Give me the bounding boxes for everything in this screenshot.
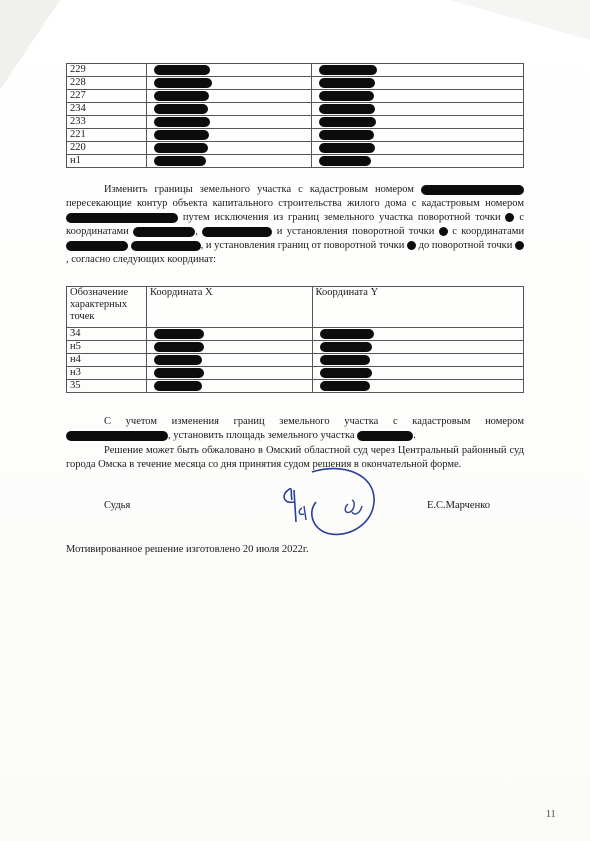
judge-name: Е.С.Марченко (427, 500, 491, 511)
redaction-mark (154, 381, 202, 391)
table-row (67, 328, 524, 341)
header-cell-point: Обозначение характерных точек (67, 287, 147, 328)
point-label-cell: 221 (67, 129, 147, 142)
coordinate-x-cell (146, 380, 312, 393)
table-row (67, 367, 524, 380)
header-cell-x: Координата X (146, 287, 312, 328)
coordinate-x-cell (146, 142, 312, 155)
redaction-mark (320, 329, 374, 339)
coordinate-y-cell (312, 90, 524, 103)
point-label-cell: 220 (67, 142, 147, 155)
redaction-mark (320, 381, 370, 391)
redaction-mark (66, 213, 178, 223)
redaction-mark (319, 156, 371, 166)
table-row (67, 380, 524, 393)
coordinate-y-cell (312, 64, 524, 77)
header-cell-y: Координата Y (312, 287, 523, 328)
paragraph-set-area (66, 415, 524, 443)
judge-label: Судья (104, 500, 131, 511)
redaction-mark (154, 368, 204, 378)
page-edge-shadow (450, 0, 590, 40)
text-fragment: путем исключения из границ земельного участка поворотной точки (182, 212, 501, 223)
redaction-mark (154, 117, 210, 127)
coordinate-x-cell (146, 103, 312, 116)
point-label-cell: н5 (67, 341, 147, 354)
point-label-cell: 34 (67, 328, 147, 341)
coordinate-x-cell (146, 328, 312, 341)
coordinate-x-cell (146, 341, 312, 354)
text-fragment: и установления поворотной точки (276, 226, 435, 237)
coordinate-x-cell (146, 155, 312, 168)
coordinate-y-cell (312, 380, 523, 393)
text-fragment: пересекающие контур объекта капитального строительства жилого дома с кадастровым номером (66, 198, 524, 209)
coordinate-y-cell (312, 341, 523, 354)
redaction-mark (319, 78, 375, 88)
coordinate-x-cell (146, 129, 312, 142)
redaction-mark (421, 185, 524, 195)
coordinates-table-bottom (66, 286, 524, 393)
table-row (67, 116, 524, 129)
coordinate-y-cell (312, 77, 524, 90)
redaction-mark (202, 227, 272, 237)
redaction-mark (319, 117, 376, 127)
coordinate-y-cell (312, 367, 523, 380)
coordinates-table-top-body (67, 64, 524, 168)
coordinates-table-top (66, 63, 524, 168)
table-row (67, 90, 524, 103)
redaction-mark (154, 91, 209, 101)
redaction-mark (154, 130, 209, 140)
redaction-mark (319, 65, 377, 75)
redaction-mark (131, 241, 201, 251)
table-row (67, 142, 524, 155)
point-label-cell: н1 (67, 155, 147, 168)
point-label-cell: 35 (67, 380, 147, 393)
point-label-cell: н3 (67, 367, 147, 380)
text-fragment: . (413, 430, 416, 441)
redaction-dot (505, 213, 514, 222)
coordinate-x-cell (146, 367, 312, 380)
redaction-mark (319, 104, 375, 114)
redaction-mark (154, 65, 210, 75)
redaction-mark (320, 342, 372, 352)
redaction-mark (154, 342, 204, 352)
redaction-dot (515, 241, 524, 250)
redaction-mark (154, 143, 208, 153)
redaction-mark (319, 130, 374, 140)
redaction-mark (66, 241, 128, 251)
redaction-dot (407, 241, 416, 250)
text-fragment: Изменить границы земельного участка с кадастровым номером (104, 184, 414, 195)
point-label-cell: 228 (67, 77, 147, 90)
point-label-cell: 227 (67, 90, 147, 103)
redaction-mark (154, 78, 212, 88)
redaction-mark (319, 143, 375, 153)
redaction-mark (154, 156, 206, 166)
redaction-mark (320, 368, 372, 378)
coordinate-x-cell (146, 354, 312, 367)
table-row (67, 103, 524, 116)
coordinate-x-cell (146, 116, 312, 129)
coordinate-y-cell (312, 155, 524, 168)
point-label-cell: 233 (67, 116, 147, 129)
redaction-mark (133, 227, 195, 237)
text-fragment: , согласно следующих координат: (66, 254, 217, 265)
point-label-cell: н4 (67, 354, 147, 367)
table-row (67, 64, 524, 77)
table-header-row (67, 287, 524, 328)
handwritten-signature (272, 462, 392, 542)
redaction-dot (439, 227, 448, 236)
redaction-mark (154, 104, 208, 114)
coordinate-y-cell (312, 328, 523, 341)
redaction-mark (154, 355, 202, 365)
text-fragment: с координатами (66, 212, 524, 237)
redaction-mark (357, 431, 413, 441)
text-fragment: , (195, 226, 198, 237)
text-fragment: до поворотной точки (418, 240, 513, 251)
redaction-mark (66, 431, 168, 441)
redaction-mark (319, 91, 374, 101)
table-row (67, 155, 524, 168)
coordinate-y-cell (312, 103, 524, 116)
coordinate-x-cell (146, 64, 312, 77)
coordinate-x-cell (146, 77, 312, 90)
table-row (67, 354, 524, 367)
table-row (67, 77, 524, 90)
coordinate-y-cell (312, 354, 523, 367)
text-fragment: , установить площадь земельного участка (168, 430, 355, 441)
coordinate-y-cell (312, 142, 524, 155)
table-row (67, 129, 524, 142)
coordinate-x-cell (146, 90, 312, 103)
redaction-mark (320, 355, 370, 365)
table-row (67, 341, 524, 354)
paragraph-change-borders (66, 183, 524, 267)
text-fragment: с координатами (452, 226, 525, 237)
paragraph-appeal: Решение может быть обжаловано в Омский областной суд через Центральный районный суд города Омска в течение месяца со дня принятия судом решения в окончательной форме. (66, 445, 524, 470)
redaction-mark (154, 329, 204, 339)
text-fragment: , и установления границ от поворотной точки (200, 240, 405, 251)
coordinates-table-bottom-body (67, 328, 524, 393)
motivated-decision-note: Мотивированное решение изготовлено 20 июля 2022г. (66, 544, 309, 555)
page-fold-shadow (0, 0, 60, 90)
page-number: 11 (546, 809, 556, 820)
point-label-cell: 234 (67, 103, 147, 116)
point-label-cell: 229 (67, 64, 147, 77)
text-fragment: С учетом изменения границ земельного участка с кадастровым номером (104, 416, 524, 427)
coordinate-y-cell (312, 116, 524, 129)
coordinate-y-cell (312, 129, 524, 142)
